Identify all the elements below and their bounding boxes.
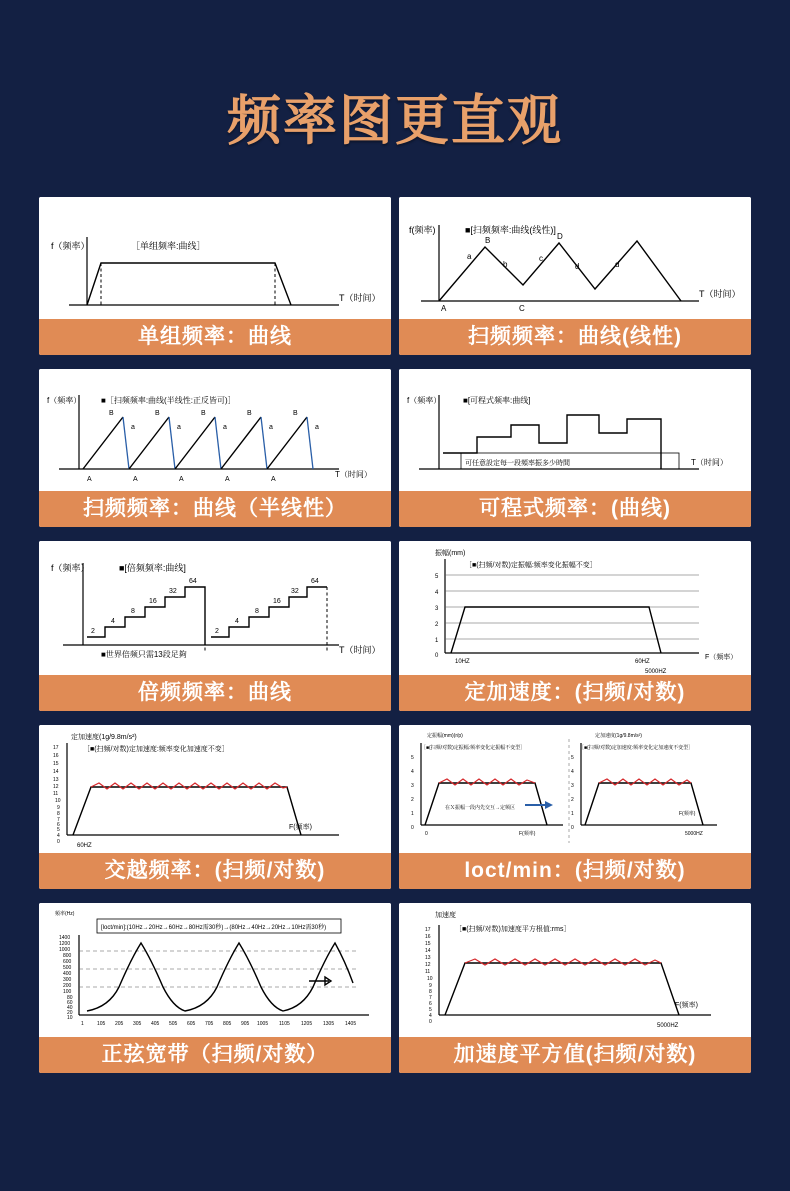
point-label-B: B xyxy=(485,236,491,245)
x-axis-label: F（频率） xyxy=(705,654,738,661)
step-label-4: 4 xyxy=(111,618,115,625)
right-y-tick-2: 2 xyxy=(571,797,574,803)
x-tick-1: 1 xyxy=(81,1021,84,1027)
inner-label-right: ［■(扫频/对数)定加速度:频率变化定加速度不变型］ xyxy=(579,745,694,751)
y-axis-label-left: 定振幅(mm)(r/p) xyxy=(427,733,463,739)
x-tick-10hz: 10HZ xyxy=(455,659,470,665)
y-tick-40: 40 xyxy=(67,1005,73,1011)
y-axis-label: 加速度 xyxy=(435,912,456,919)
point-label-B5: B xyxy=(293,410,298,417)
point-label-a2: a xyxy=(177,424,181,431)
y-tick-100: 100 xyxy=(63,989,72,995)
x-tick-205: 205 xyxy=(115,1021,124,1027)
y-tick-600: 600 xyxy=(63,959,72,965)
right-x-tick-5000hz: 5000HZ xyxy=(685,831,703,837)
step-label-64b: 64 xyxy=(311,578,319,585)
card-sweep-semilinear[interactable] xyxy=(39,369,391,527)
plot-accel-rms xyxy=(399,903,751,1037)
x-tick-605: 605 xyxy=(187,1021,196,1027)
y-axis-label-right: 定加速度(1g/9.8m/s²) xyxy=(595,733,642,739)
right-y-tick-3: 3 xyxy=(571,783,574,789)
y-tick-60: 60 xyxy=(67,1000,73,1006)
x-axis-label: T（时间） xyxy=(339,645,381,655)
y-tick-9: 9 xyxy=(57,805,60,811)
card-caption: 扫频频率：曲线（半线性） xyxy=(39,491,391,527)
card-caption: 加速度平方值(扫频/对数) xyxy=(399,1037,751,1073)
card-const-amplitude[interactable] xyxy=(399,541,751,711)
right-y-tick-0: 0 xyxy=(571,825,574,831)
card-accel-rms[interactable] xyxy=(399,903,751,1073)
octave-note: ■世界倍频只需13段足夠 xyxy=(101,650,187,659)
y-tick-0: 0 xyxy=(57,839,60,845)
page-title: 频率图更直观 xyxy=(227,91,563,151)
y-tick-12: 12 xyxy=(53,784,59,790)
y-tick-8: 8 xyxy=(57,811,60,817)
card-loct-min[interactable] xyxy=(399,725,751,889)
inner-label: ［■(扫频/对数)定加速度:频率变化加速度不变］ xyxy=(83,746,229,753)
left-x-tick-0: 0 xyxy=(425,831,428,837)
point-label-A: A xyxy=(441,304,447,313)
inner-label: ■[扫频频率:曲线(线性)] xyxy=(465,225,556,235)
x-axis-label: T（时间） xyxy=(339,293,381,303)
y-tick-1200: 1200 xyxy=(59,941,71,947)
card-crossover[interactable] xyxy=(39,725,391,889)
y-tick-16: 16 xyxy=(425,934,431,940)
y-tick-1: 1 xyxy=(435,638,439,644)
x-tick-1405: 1405 xyxy=(345,1021,357,1027)
card-sine-broadband[interactable] xyxy=(39,903,391,1073)
left-y-tick-3: 3 xyxy=(411,783,414,789)
step-label-8b: 8 xyxy=(255,608,259,615)
step-label-16b: 16 xyxy=(273,598,281,605)
y-tick-3: 3 xyxy=(435,606,439,612)
right-y-tick-5: 5 xyxy=(571,755,574,761)
y-tick-10: 10 xyxy=(55,798,61,804)
point-label-B2: B xyxy=(155,410,160,417)
step-label-8: 8 xyxy=(131,608,135,615)
point-label-B4: B xyxy=(247,410,252,417)
programmable-note: 可任意設定每一段頻率振多少時間 xyxy=(465,460,570,467)
point-label-D: D xyxy=(557,232,563,241)
x-tick-1205: 1205 xyxy=(301,1021,313,1027)
x-tick-705: 705 xyxy=(205,1021,214,1027)
right-x-axis-label: F(频率) xyxy=(679,811,696,817)
inner-label: ■[倍频频率:曲线] xyxy=(119,563,186,573)
inner-label: ■[可程式频率:曲线] xyxy=(463,396,531,405)
x-tick-505: 505 xyxy=(169,1021,178,1027)
x-tick-305: 305 xyxy=(133,1021,142,1027)
y-tick-16: 16 xyxy=(53,753,59,759)
point-label-A: A xyxy=(87,476,92,483)
step-label-32b: 32 xyxy=(291,588,299,595)
left-y-tick-5: 5 xyxy=(411,755,414,761)
y-tick-8: 8 xyxy=(429,989,432,995)
point-label-a: a xyxy=(467,252,472,261)
y-tick-0: 0 xyxy=(435,653,439,659)
plot-octave xyxy=(39,541,391,675)
y-tick-13: 13 xyxy=(53,777,59,783)
x-tick-5000hz: 5000HZ xyxy=(645,669,667,675)
y-tick-17: 17 xyxy=(53,745,59,751)
y-tick-5: 5 xyxy=(57,827,60,833)
y-tick-4: 4 xyxy=(435,590,439,596)
y-tick-14: 14 xyxy=(425,948,431,954)
card-single-frequency[interactable] xyxy=(39,197,391,355)
x-tick-1305: 1305 xyxy=(323,1021,335,1027)
plot-sweep-semilinear xyxy=(39,369,391,491)
y-tick-4: 4 xyxy=(57,833,60,839)
inner-label-left: ［■(扫频/对数)定振幅:频率变化定振幅不变型］ xyxy=(421,745,526,751)
card-caption: 倍频频率：曲线 xyxy=(39,675,391,711)
left-x-axis-label: F(频率) xyxy=(519,831,536,837)
y-tick-2: 2 xyxy=(435,622,439,628)
y-axis-label: f（频率） xyxy=(51,563,90,573)
y-tick-14: 14 xyxy=(53,769,59,775)
point-label-a: a xyxy=(131,424,135,431)
left-y-tick-4: 4 xyxy=(411,769,414,775)
right-y-tick-4: 4 xyxy=(571,769,574,775)
y-axis-label: f（频率） xyxy=(407,396,442,405)
y-axis-label: 頻率(Hz) xyxy=(55,911,75,917)
y-tick-1000: 1000 xyxy=(59,947,71,953)
x-tick-60hz: 60HZ xyxy=(77,843,92,849)
card-sweep-linear[interactable] xyxy=(399,197,751,355)
point-label-c: c xyxy=(539,254,543,263)
left-y-tick-1: 1 xyxy=(411,811,414,817)
card-programmable[interactable] xyxy=(399,369,751,527)
x-tick-5000hz: 5000HZ xyxy=(657,1023,679,1029)
step-label-64: 64 xyxy=(189,578,197,585)
y-tick-20: 20 xyxy=(67,1010,73,1016)
y-axis-label: f（频率） xyxy=(47,396,82,405)
y-tick-9: 9 xyxy=(429,983,432,989)
x-tick-1005: 1005 xyxy=(257,1021,269,1027)
y-tick-500: 500 xyxy=(63,965,72,971)
point-label-b: b xyxy=(503,260,508,269)
inner-label: ［■(扫频/对数)加速度平方根值:rms］ xyxy=(455,926,571,933)
plot-crossover xyxy=(39,725,391,853)
y-tick-6: 6 xyxy=(57,822,60,828)
inner-label: [loct/min]:(10Hz→20Hz→60Hz→80Hz需30秒)→(80Hz→40Hz→20Hz→10Hz需30秒) xyxy=(101,925,327,931)
y-tick-800: 800 xyxy=(63,953,72,959)
inner-label: ［单组频率:曲线］ xyxy=(131,241,206,251)
plot-loct-min xyxy=(399,725,751,853)
y-tick-17: 17 xyxy=(425,927,431,933)
step-label-2b: 2 xyxy=(215,628,219,635)
y-tick-10: 10 xyxy=(427,976,433,982)
mid-note: 在Ｘ振幅一段内先交互→定频区 xyxy=(445,805,516,811)
card-caption: loct/min：(扫频/对数) xyxy=(399,853,751,889)
plot-const-amplitude xyxy=(399,541,751,675)
x-tick-60hz: 60HZ xyxy=(635,659,650,665)
y-tick-400: 400 xyxy=(63,971,72,977)
card-caption: 正弦宽带（扫频/对数） xyxy=(39,1037,391,1073)
y-tick-15: 15 xyxy=(53,761,59,767)
y-tick-4: 4 xyxy=(429,1013,432,1019)
x-axis-label: T（时间） xyxy=(691,458,728,467)
y-tick-7: 7 xyxy=(429,995,432,1001)
x-axis-label: F(频率) xyxy=(675,1002,698,1009)
chart-grid xyxy=(39,197,751,1073)
y-tick-10: 10 xyxy=(67,1015,73,1021)
step-label-32: 32 xyxy=(169,588,177,595)
x-axis-label: F(频率) xyxy=(289,824,312,831)
plot-sweep-linear xyxy=(399,197,751,319)
x-tick-405: 405 xyxy=(151,1021,160,1027)
y-tick-1400: 1400 xyxy=(59,935,71,941)
inner-label: ［■(扫频/对数)定振幅:频率变化振幅不变］ xyxy=(465,562,597,569)
card-octave[interactable] xyxy=(39,541,391,711)
right-y-tick-1: 1 xyxy=(571,811,574,817)
y-tick-300: 300 xyxy=(63,977,72,983)
point-label-A3: A xyxy=(179,476,184,483)
point-label-A5: A xyxy=(271,476,276,483)
y-tick-5: 5 xyxy=(429,1007,432,1013)
point-label-a4: a xyxy=(269,424,273,431)
y-tick-11: 11 xyxy=(53,791,59,797)
point-label-C: C xyxy=(519,304,525,313)
plot-single-frequency xyxy=(39,197,391,319)
y-tick-200: 200 xyxy=(63,983,72,989)
x-tick-905: 905 xyxy=(241,1021,250,1027)
point-label-A4: A xyxy=(225,476,230,483)
y-axis-label: f(频率) xyxy=(409,225,436,235)
step-label-4b: 4 xyxy=(235,618,239,625)
y-tick-7: 7 xyxy=(57,817,60,823)
y-tick-11: 11 xyxy=(425,969,431,975)
y-tick-5: 5 xyxy=(435,574,439,580)
point-label-B3: B xyxy=(201,410,206,417)
y-axis-label: f（频率） xyxy=(51,241,90,251)
y-tick-15: 15 xyxy=(425,941,431,947)
x-tick-1105: 1105 xyxy=(279,1021,290,1027)
y-tick-0: 0 xyxy=(429,1019,432,1025)
x-axis-label: T（时间） xyxy=(335,470,372,479)
y-tick-6: 6 xyxy=(429,1001,432,1007)
x-tick-105: 105 xyxy=(97,1021,106,1027)
point-label-a3: a xyxy=(223,424,227,431)
plot-programmable xyxy=(399,369,751,491)
y-axis-label: 定加速度(1g/9.8m/s²) xyxy=(71,734,137,741)
card-caption: 定加速度：(扫频/对数) xyxy=(399,675,751,711)
card-caption: 单组频率：曲线 xyxy=(39,319,391,355)
x-tick-805: 805 xyxy=(223,1021,232,1027)
x-axis-label: T（时间） xyxy=(699,289,741,299)
point-label-d: d xyxy=(615,260,620,269)
point-label-d2: d xyxy=(575,262,580,271)
step-label-2: 2 xyxy=(91,628,95,635)
y-axis-label: 振幅(mm) xyxy=(435,550,466,557)
left-y-tick-2: 2 xyxy=(411,797,414,803)
left-y-tick-0: 0 xyxy=(411,825,414,831)
card-caption: 扫频频率：曲线(线性) xyxy=(399,319,751,355)
y-tick-80: 80 xyxy=(67,995,73,1001)
card-caption: 可程式频率：(曲线) xyxy=(399,491,751,527)
card-caption: 交越频率：(扫频/对数) xyxy=(39,853,391,889)
point-label-B: B xyxy=(109,410,114,417)
y-tick-13: 13 xyxy=(425,955,431,961)
y-tick-12: 12 xyxy=(425,962,431,968)
step-label-16: 16 xyxy=(149,598,157,605)
point-label-A2: A xyxy=(133,476,138,483)
plot-sine-broadband xyxy=(39,903,391,1037)
inner-label: ■［扫频频率:曲线(半线性:正反皆可)］ xyxy=(101,396,236,405)
point-label-a5: a xyxy=(315,424,319,431)
